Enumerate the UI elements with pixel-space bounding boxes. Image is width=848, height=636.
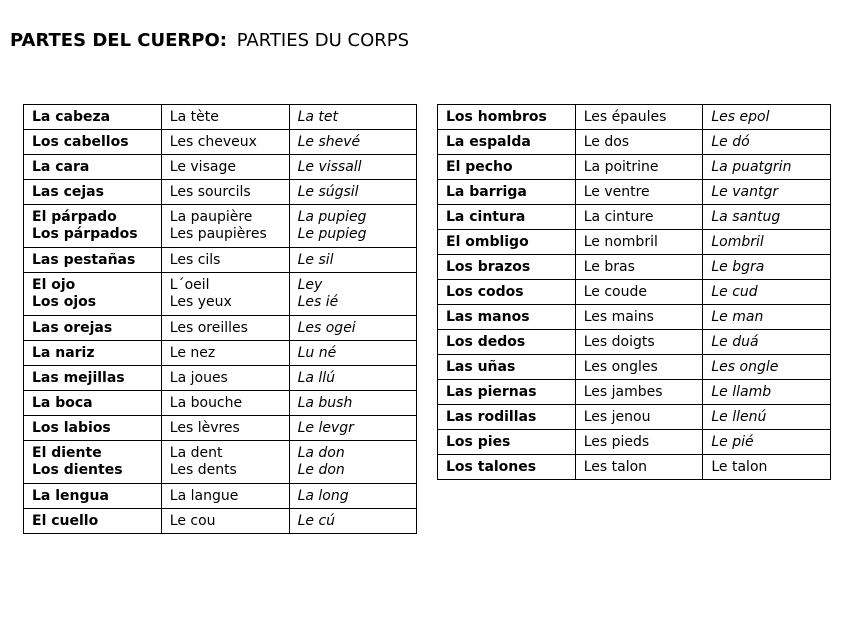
spanish-cell-text: El ombligo — [446, 233, 529, 250]
spanish-cell — [24, 130, 162, 155]
spanish-cell-text: Las rodillas — [446, 408, 537, 425]
pronunciation-cell-text: Le cú — [297, 512, 336, 529]
pronunciation-cell — [289, 509, 416, 534]
pronunciation-cell — [289, 105, 416, 130]
table-row — [438, 405, 831, 430]
table-row — [24, 341, 417, 366]
pronunciation-cell-text: Les epol — [711, 108, 770, 125]
french-cell-text: Le bras — [583, 258, 635, 275]
spanish-cell — [438, 430, 576, 455]
spanish-cell — [438, 230, 576, 255]
pronunciation-cell-text: Lu né — [297, 344, 337, 361]
french-cell — [575, 405, 703, 430]
french-cell — [161, 509, 289, 534]
pronunciation-cell-text: Le sil — [297, 251, 334, 268]
pronunciation-cell — [703, 155, 831, 180]
french-cell-text: Les mains — [583, 308, 654, 325]
table-row — [438, 255, 831, 280]
spanish-cell — [438, 205, 576, 230]
pronunciation-cell — [703, 355, 831, 380]
french-cell-text: Les sourcils — [169, 183, 251, 200]
table-row — [438, 230, 831, 255]
spanish-cell-text: Los párpados — [32, 226, 138, 242]
pronunciation-cell-text: Le levgr — [297, 419, 354, 436]
table-row — [24, 130, 417, 155]
french-cell-text: Le coude — [583, 283, 647, 300]
pronunciation-cell-text: Le llenú — [711, 408, 767, 425]
pronunciation-cell-text: Le talon — [711, 458, 768, 475]
pronunciation-cell — [703, 180, 831, 205]
french-cell-text: La bouche — [169, 394, 243, 411]
french-cell-text: Les ongles — [583, 358, 658, 375]
spanish-cell — [438, 280, 576, 305]
spanish-cell-text: El ojo — [32, 277, 76, 293]
pronunciation-cell-text: Lombril — [711, 233, 764, 250]
table-row — [24, 416, 417, 441]
pronunciation-cell-text: Le bgra — [711, 258, 765, 275]
french-cell-text: Le visage — [169, 158, 236, 175]
table-row — [24, 205, 417, 248]
table-row — [24, 509, 417, 534]
french-cell-text: La cinture — [583, 208, 654, 225]
title-french: PARTIES DU CORPS — [236, 30, 410, 51]
french-cell-text: Les pieds — [583, 433, 650, 450]
spanish-cell-text: El párpado — [32, 209, 117, 225]
pronunciation-cell — [289, 366, 416, 391]
french-cell — [161, 130, 289, 155]
pronunciation-cell-text: Le vantgr — [711, 183, 779, 200]
pronunciation-cell — [703, 230, 831, 255]
pronunciation-cell — [289, 180, 416, 205]
spanish-cell-text: Los talones — [446, 458, 537, 475]
spanish-cell — [24, 509, 162, 534]
french-cell-text: Le dos — [583, 133, 630, 150]
table-row — [24, 484, 417, 509]
french-cell — [575, 205, 703, 230]
spanish-cell-text: Los ojos — [32, 294, 97, 310]
vocabulary-table-left-body — [24, 105, 417, 534]
spanish-cell — [438, 455, 576, 480]
french-cell-text: La langue — [169, 487, 239, 504]
pronunciation-cell-text: La long — [297, 487, 349, 504]
french-cell-text: Le cou — [169, 512, 216, 529]
french-cell — [575, 305, 703, 330]
spanish-cell-text: Los hombros — [446, 108, 547, 125]
spanish-cell-text: Los dientes — [32, 462, 123, 478]
spanish-cell — [24, 205, 162, 248]
french-cell — [161, 155, 289, 180]
pronunciation-cell — [703, 455, 831, 480]
pronunciation-cell-text: Le pié — [711, 433, 754, 450]
pronunciation-cell — [703, 280, 831, 305]
spanish-cell — [438, 155, 576, 180]
spanish-cell-text: La cabeza — [32, 108, 111, 125]
spanish-cell-text: Las cejas — [32, 183, 104, 200]
spanish-cell — [24, 155, 162, 180]
pronunciation-cell-text: Le dó — [711, 133, 750, 150]
pronunciation-cell-text: Le súgsil — [297, 183, 359, 200]
spanish-cell — [24, 416, 162, 441]
pronunciation-cell-text: La llú — [297, 369, 336, 386]
french-cell-text: La joues — [169, 369, 228, 386]
pronunciation-cell — [289, 416, 416, 441]
table-row — [438, 330, 831, 355]
table-row — [24, 155, 417, 180]
pronunciation-cell-text: Les ogei — [297, 319, 356, 336]
spanish-cell — [24, 248, 162, 273]
spanish-cell — [438, 330, 576, 355]
spanish-cell-text: Las uñas — [446, 358, 516, 375]
french-cell-text: Les épaules — [583, 108, 667, 125]
spanish-cell-text: Los labios — [32, 419, 111, 436]
french-cell — [575, 130, 703, 155]
pronunciation-cell-text: Le man — [711, 308, 764, 325]
spanish-cell — [438, 355, 576, 380]
page-title — [10, 30, 409, 52]
spanish-cell-text: Las orejas — [32, 319, 113, 336]
pronunciation-cell — [289, 248, 416, 273]
french-cell-text: Les paupières — [169, 226, 267, 242]
pronunciation-cell-text: Le duá — [711, 333, 759, 350]
title-spanish: PARTES DEL CUERPO: — [10, 30, 227, 51]
pronunciation-cell-text: La santug — [711, 208, 781, 225]
spanish-cell-text: Los pies — [446, 433, 511, 450]
french-cell — [161, 416, 289, 441]
spanish-cell-text: La boca — [32, 394, 93, 411]
french-cell-text: La poitrine — [583, 158, 659, 175]
french-cell-text: Les lèvres — [169, 419, 240, 436]
pronunciation-cell-text: Le cud — [711, 283, 758, 300]
pronunciation-cell-text: La puatgrin — [711, 158, 792, 175]
table-row — [438, 455, 831, 480]
pronunciation-cell — [703, 255, 831, 280]
pronunciation-cell — [289, 484, 416, 509]
french-cell-text: La paupière — [169, 209, 253, 225]
spanish-cell — [24, 273, 162, 316]
pronunciation-cell-text: Ley — [297, 277, 323, 293]
pronunciation-cell-text: La don — [297, 445, 345, 461]
table-row — [438, 305, 831, 330]
spanish-cell-text: Las piernas — [446, 383, 537, 400]
french-cell — [161, 273, 289, 316]
pronunciation-cell — [703, 130, 831, 155]
table-row — [24, 391, 417, 416]
spanish-cell-text: Las manos — [446, 308, 530, 325]
french-cell-text: La tète — [169, 108, 219, 125]
pronunciation-cell — [289, 155, 416, 180]
pronunciation-cell — [289, 341, 416, 366]
french-cell — [575, 105, 703, 130]
table-row — [438, 430, 831, 455]
pronunciation-cell — [289, 391, 416, 416]
french-cell — [161, 180, 289, 205]
french-cell — [575, 155, 703, 180]
spanish-cell — [24, 316, 162, 341]
spanish-cell-text: El diente — [32, 445, 102, 461]
spanish-cell — [438, 380, 576, 405]
table-row — [438, 355, 831, 380]
spanish-cell — [24, 105, 162, 130]
french-cell — [161, 205, 289, 248]
table-row — [438, 130, 831, 155]
spanish-cell — [438, 105, 576, 130]
table-row — [438, 205, 831, 230]
spanish-cell-text: Las pestañas — [32, 251, 136, 268]
french-cell-text: Le nombril — [583, 233, 658, 250]
pronunciation-cell-text: La bush — [297, 394, 353, 411]
spanish-cell — [24, 341, 162, 366]
pronunciation-cell — [703, 405, 831, 430]
pronunciation-cell-text: Les ongle — [711, 358, 779, 375]
french-cell-text: Le nez — [169, 344, 216, 361]
french-cell — [575, 230, 703, 255]
french-cell — [575, 455, 703, 480]
french-cell-text: Les jambes — [583, 383, 663, 400]
spanish-cell-text: Los dedos — [446, 333, 526, 350]
french-cell — [161, 316, 289, 341]
table-row — [438, 105, 831, 130]
table-row — [438, 380, 831, 405]
pronunciation-cell — [703, 105, 831, 130]
french-cell-text: Le ventre — [583, 183, 650, 200]
spanish-cell-text: La lengua — [32, 487, 109, 504]
french-cell-text: La dent — [169, 445, 223, 461]
pronunciation-cell-text: Le vissall — [297, 158, 362, 175]
pronunciation-cell — [703, 330, 831, 355]
spanish-cell — [438, 305, 576, 330]
table-row — [24, 180, 417, 205]
pronunciation-cell — [289, 205, 416, 248]
table-row — [438, 155, 831, 180]
french-cell — [161, 105, 289, 130]
table-row — [24, 248, 417, 273]
spanish-cell — [438, 255, 576, 280]
spanish-cell — [438, 130, 576, 155]
pronunciation-cell — [289, 273, 416, 316]
spanish-cell-text: Los codos — [446, 283, 524, 300]
spanish-cell-text: La espalda — [446, 133, 531, 150]
table-row — [24, 105, 417, 130]
vocabulary-table-left — [23, 104, 417, 534]
french-cell — [575, 255, 703, 280]
pronunciation-cell-text: Le shevé — [297, 133, 361, 150]
pronunciation-cell-text: Le llamb — [711, 383, 772, 400]
french-cell — [161, 391, 289, 416]
french-cell — [161, 484, 289, 509]
spanish-cell-text: La cara — [32, 158, 90, 175]
pronunciation-cell — [289, 441, 416, 484]
french-cell — [575, 355, 703, 380]
french-cell-text: Les oreilles — [169, 319, 248, 336]
table-row — [24, 441, 417, 484]
french-cell-text: Les jenou — [583, 408, 651, 425]
spanish-cell — [24, 441, 162, 484]
french-cell-text: Les dents — [169, 462, 237, 478]
french-cell — [161, 441, 289, 484]
table-row — [438, 280, 831, 305]
french-cell — [575, 330, 703, 355]
spanish-cell-text: Los cabellos — [32, 133, 129, 150]
pronunciation-cell — [289, 130, 416, 155]
pronunciation-cell — [703, 380, 831, 405]
spanish-cell-text: La cintura — [446, 208, 526, 225]
table-row — [24, 316, 417, 341]
spanish-cell-text: El pecho — [446, 158, 513, 175]
spanish-cell-text: El cuello — [32, 512, 99, 529]
spanish-cell — [24, 391, 162, 416]
pronunciation-cell-text: La pupieg — [297, 209, 367, 225]
spanish-cell — [438, 180, 576, 205]
spanish-cell — [24, 366, 162, 391]
vocabulary-table-right — [437, 104, 831, 480]
french-cell-text: Les talon — [583, 458, 648, 475]
pronunciation-cell-text: La tet — [297, 108, 338, 125]
spanish-cell-text: Las mejillas — [32, 369, 125, 386]
french-cell-text: Les cils — [169, 251, 221, 268]
pronunciation-cell — [703, 205, 831, 230]
vocabulary-table-right-body — [438, 105, 831, 480]
french-cell — [575, 180, 703, 205]
pronunciation-cell-text: Le don — [297, 462, 345, 478]
french-cell — [575, 280, 703, 305]
table-row — [24, 273, 417, 316]
french-cell — [575, 380, 703, 405]
french-cell — [161, 341, 289, 366]
spanish-cell-text: La nariz — [32, 344, 95, 361]
french-cell — [161, 248, 289, 273]
spanish-cell — [24, 180, 162, 205]
french-cell-text: Les yeux — [169, 294, 232, 310]
table-row — [24, 366, 417, 391]
pronunciation-cell-text: Les ié — [297, 294, 339, 310]
spanish-cell — [438, 405, 576, 430]
french-cell-text: Les doigts — [583, 333, 655, 350]
pronunciation-cell — [703, 305, 831, 330]
pronunciation-cell-text: Le pupieg — [297, 226, 367, 242]
french-cell-text: L´oeil — [169, 277, 210, 293]
french-cell — [575, 430, 703, 455]
pronunciation-cell — [289, 316, 416, 341]
pronunciation-cell — [703, 430, 831, 455]
spanish-cell — [24, 484, 162, 509]
french-cell-text: Les cheveux — [169, 133, 257, 150]
spanish-cell-text: Los brazos — [446, 258, 531, 275]
table-row — [438, 180, 831, 205]
french-cell — [161, 366, 289, 391]
spanish-cell-text: La barriga — [446, 183, 527, 200]
